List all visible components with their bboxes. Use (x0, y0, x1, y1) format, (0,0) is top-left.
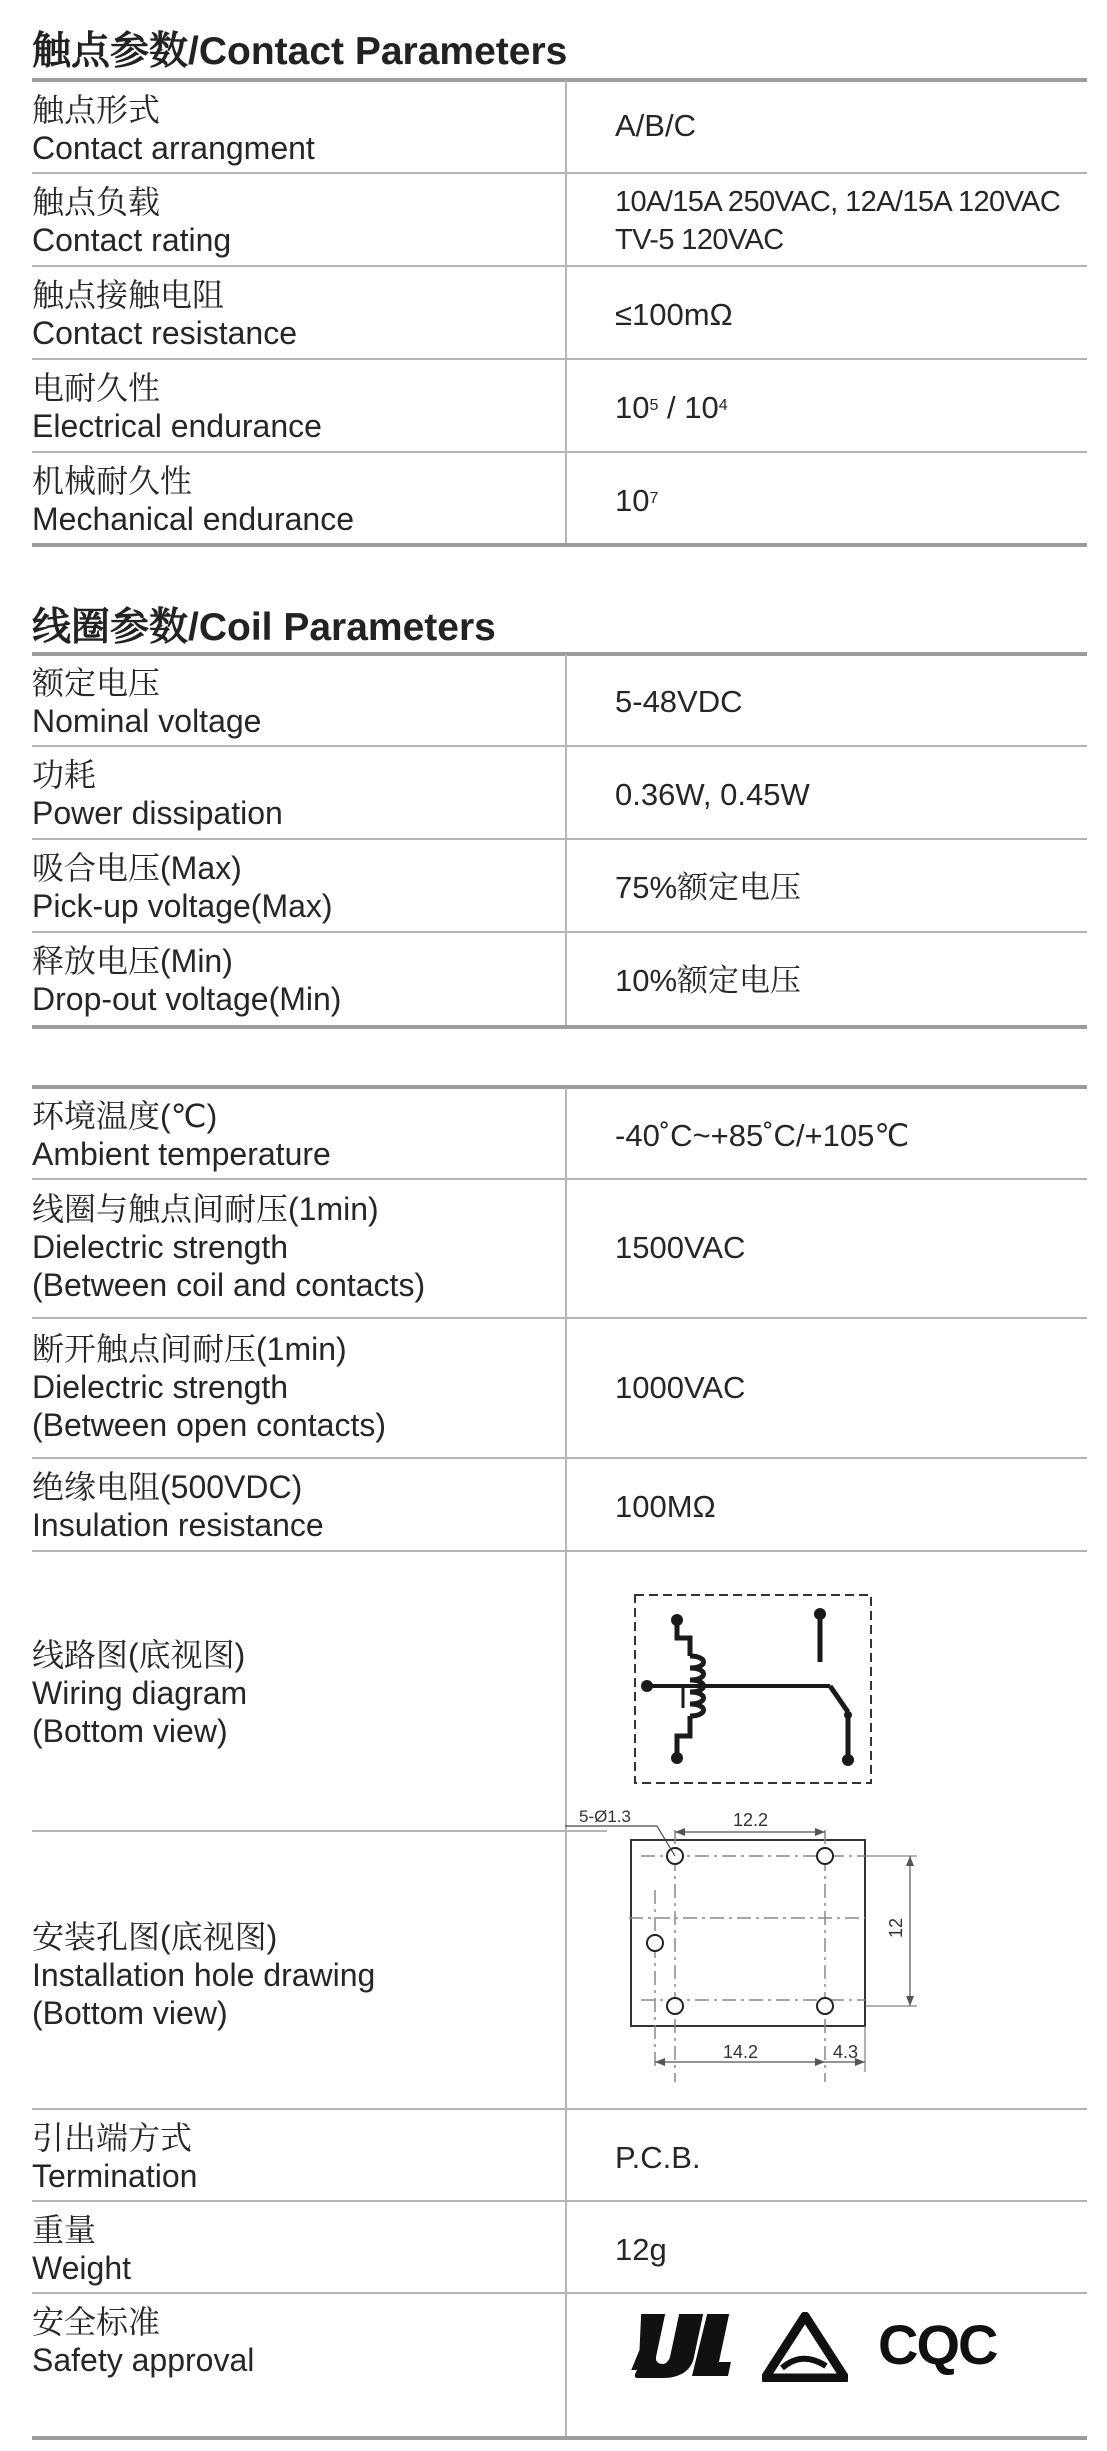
dimension-top: 12.2 (733, 1810, 769, 1830)
column-divider (565, 80, 567, 545)
tuv-triangle-icon (762, 2312, 848, 2382)
divider (32, 172, 1087, 174)
column-divider (565, 654, 567, 1029)
divider (32, 451, 1087, 453)
row-value: 5-48VDC (615, 684, 743, 719)
divider (32, 1178, 1087, 1180)
row-label-en: Nominal voltage (32, 703, 262, 739)
row-label-cn: 机械耐久性 (32, 463, 193, 499)
row-value: 100MΩ (615, 1489, 716, 1524)
wiring-diagram (630, 1590, 880, 1790)
cqc-logo: CQC (878, 2313, 997, 2376)
row-label-en: Termination (32, 2158, 198, 2194)
row-label-cn: 触点接触电阻 (32, 277, 225, 313)
row-label-en-note: (Bottom view) (32, 1713, 228, 1749)
divider (32, 1457, 1087, 1459)
hole-callout-label: 5-Ø1.3 (579, 1807, 631, 1826)
divider (32, 2436, 1087, 2440)
power-base: 10 (684, 390, 719, 425)
row-value-line2: TV-5 120VAC (615, 224, 784, 256)
row-label-cn: 引出端方式 (32, 2120, 193, 2156)
row-label-cn: 线路图(底视图) (32, 1637, 246, 1673)
row-label-cn: 安全标准 (32, 2304, 161, 2340)
row-label-en: Drop-out voltage(Min) (32, 981, 342, 1017)
divider (32, 78, 1087, 82)
row-value: 1500VAC (615, 1230, 746, 1265)
row-label-en: Contact arrangment (32, 130, 315, 166)
row-label-cn: 安装孔图(底视图) (32, 1919, 278, 1955)
row-value: 0.36W, 0.45W (615, 777, 810, 812)
row-value (615, 482, 658, 519)
divider (32, 745, 1087, 747)
row-value: ≤100mΩ (615, 297, 733, 332)
power-base: 10 (615, 483, 650, 518)
row-value: 1000VAC (615, 1370, 746, 1405)
row-label-en: Installation hole drawing (32, 1957, 376, 1993)
divider (32, 931, 1087, 933)
row-label-cn: 触点形式 (32, 92, 161, 128)
power-exponent: 4 (718, 397, 728, 414)
row-label-en: Power dissipation (32, 795, 283, 831)
dimension-bottom-left: 14.2 (723, 2042, 759, 2062)
divider (32, 838, 1087, 840)
row-label-en: Dielectric strength (32, 1229, 289, 1265)
divider (32, 652, 1087, 656)
row-label-en: Weight (32, 2250, 132, 2286)
row-label-en-note: (Between open contacts) (32, 1407, 386, 1443)
row-value: P.C.B. (615, 2140, 701, 2175)
contact-section-title: 触点参数/Contact Parameters (32, 30, 568, 73)
value-separator: / (658, 390, 685, 425)
power-exponent: 5 (649, 397, 659, 414)
row-label-cn: 环境温度(℃) (32, 1098, 218, 1134)
row-label-en: Dielectric strength (32, 1369, 289, 1405)
row-label-en-note: (Between coil and contacts) (32, 1267, 426, 1303)
row-label-en: Contact rating (32, 222, 232, 258)
row-label-en: Ambient temperature (32, 1136, 331, 1172)
row-label-cn: 绝缘电阻(500VDC) (32, 1469, 303, 1505)
row-value: -40˚C~+85˚C/+105℃ (615, 1118, 910, 1153)
power-base: 10 (615, 390, 650, 425)
divider (32, 1550, 1087, 1552)
ul-logo-icon (622, 2310, 734, 2380)
divider (32, 358, 1087, 360)
row-label-en: Electrical endurance (32, 408, 322, 444)
row-label-en: Safety approval (32, 2342, 255, 2378)
row-value: 10%额定电压 (615, 963, 802, 998)
coil-section-title: 线圈参数/Coil Parameters (32, 606, 496, 649)
divider (32, 1830, 607, 1832)
row-label-cn: 线圈与触点间耐压(1min) (32, 1191, 379, 1227)
row-value: 75%额定电压 (615, 870, 802, 905)
row-label-en: Wiring diagram (32, 1675, 248, 1711)
row-value: 12g (615, 2232, 667, 2267)
hole-drawing (565, 1800, 955, 2095)
row-label-cn: 断开触点间耐压(1min) (32, 1331, 347, 1367)
row-label-en: Insulation resistance (32, 1507, 324, 1543)
column-divider (565, 1088, 567, 2437)
row-label-cn: 电耐久性 (32, 370, 161, 406)
row-label-cn: 重量 (32, 2212, 97, 2248)
divider (32, 2200, 1087, 2202)
divider (32, 1085, 1087, 1089)
divider (32, 543, 1087, 547)
divider (32, 1025, 1087, 1029)
row-label-cn: 释放电压(Min) (32, 943, 233, 979)
row-value: A/B/C (615, 108, 696, 143)
power-exponent: 7 (649, 490, 659, 507)
divider (32, 1317, 1087, 1319)
row-label-en: Contact resistance (32, 315, 298, 351)
divider (32, 265, 1087, 267)
row-label-en-note: (Bottom view) (32, 1995, 228, 2031)
row-label-cn: 功耗 (32, 757, 97, 793)
row-label-en: Pick-up voltage(Max) (32, 888, 333, 924)
divider (32, 2292, 1087, 2294)
row-label-en: Mechanical endurance (32, 501, 354, 537)
row-label-cn: 触点负载 (32, 184, 161, 220)
row-value: 10A/15A 250VAC, 12A/15A 120VAC (615, 186, 1061, 218)
row-label-cn: 额定电压 (32, 665, 161, 701)
row-label-cn: 吸合电压(Max) (32, 850, 242, 886)
row-value (615, 389, 728, 426)
divider (32, 2108, 1087, 2110)
dimension-bottom-right: 4.3 (833, 2042, 859, 2062)
dimension-right: 12 (886, 1917, 906, 1938)
